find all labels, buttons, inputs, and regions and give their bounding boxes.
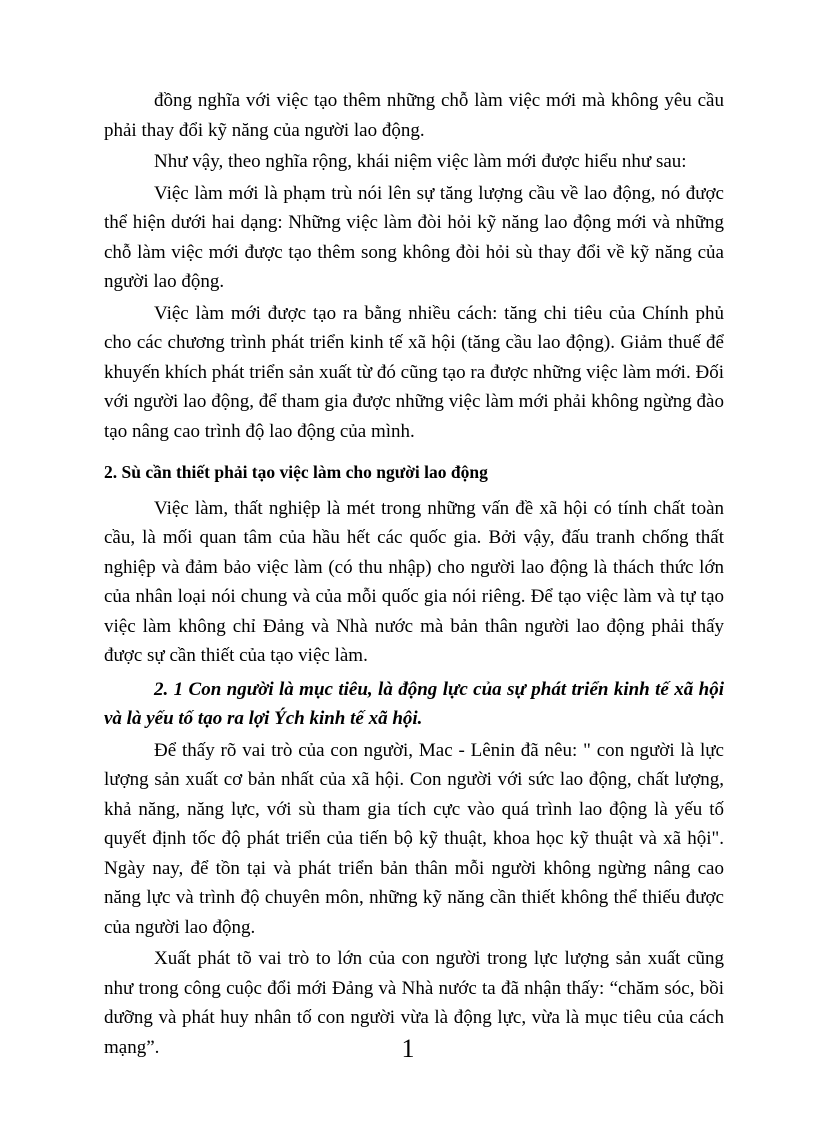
document-page (104, 86, 724, 1062)
paragraph-definition-intro: Như vậy, theo nghĩa rộng, khái niệm việc làm mới được hiểu như sau: (154, 151, 687, 172)
paragraph-marx-lenin: Để thấy rõ vai trò của con người, Mac - Lênin đã nêu: " con người là lực lượng sản xuất cơ bản nhất của xã hội. Con người với sức lao động, chất lượng, khả năng, năng lực, với sù tham gia tích cực vào quá trình lao động là yếu tố quyết định tốc độ phát triển của tiến bộ kỹ thuật, khoa học kỹ thuật và xã hội". Ngày nay, để tồn tại và phát triển bản thân mỗi người không ngừng nâng cao năng lực và trình độ chuyên môn, những kỹ năng cần thiết không thể thiếu được của người lao động. (104, 739, 724, 938)
section-paragraph: Việc làm, thất nghiệp là mét trong những vấn đề xã hội có tính chất toàn cầu, là mối quan tâm của hầu hết các quốc gia. Bởi vậy, đấu tranh chống thất nghiệp và đảm bảo việc làm (có thu nhập) cho người lao động là thách thức lớn của nhân loại nói chung và của mỗi quốc gia nói riêng. Để tạo việc làm và tự tạo việc làm không chỉ Đảng và Nhà nước mà bản thân người lao động phải thấy được sự cần thiết của tạo việc làm. (104, 497, 724, 666)
paragraph-human-factor: Xuất phát tõ vai trò to lớn của con người trong lực lượng sản xuất cũng như trong công cuộc đổi mới Đảng và Nhà nước ta đã nhận thấy: “chăm sóc, bồi dưỡng và phát huy nhân tố con người vừa là động lực, vừa là mục tiêu của cách mạng”. (104, 948, 724, 1058)
paragraph-continuation: đồng nghĩa với việc tạo thêm những chỗ làm việc mới mà không yêu cầu phải thay đổi kỹ năng của người lao động. (104, 90, 724, 141)
page-number: 1 (401, 1034, 415, 1063)
paragraph-job-creation-methods: Việc làm mới được tạo ra bằng nhiều cách: tăng chi tiêu của Chính phủ cho các chương trình phát triển kinh tế xã hội (tăng cầu lao động). Giảm thuế để khuyến khích phát triển sản xuất từ đó cũng tạo ra được những việc làm mới. Đối với người lao động, để tham gia được những việc làm mới phải không ngừng đào tạo nâng cao trình độ lao động của mình. (104, 302, 724, 442)
paragraph-definition: Việc làm mới là phạm trù nói lên sự tăng lượng cầu về lao động, nó được thể hiện dưới hai dạng: Những việc làm đòi hỏi kỹ năng lao động mới và những chỗ làm việc mới được tạo thêm song không đòi hỏi sù thay đổi về kỹ năng của người lao động. (104, 182, 724, 292)
subsection-heading: 2. 1 Con người là mục tiêu, là động lực của sự phát triển kinh tế xã hội và là yếu tố tạo ra lợi Ých kinh tế xã hội. (104, 678, 724, 729)
section-heading: 2. Sù cần thiết phải tạo việc làm cho người lao động (104, 462, 488, 482)
